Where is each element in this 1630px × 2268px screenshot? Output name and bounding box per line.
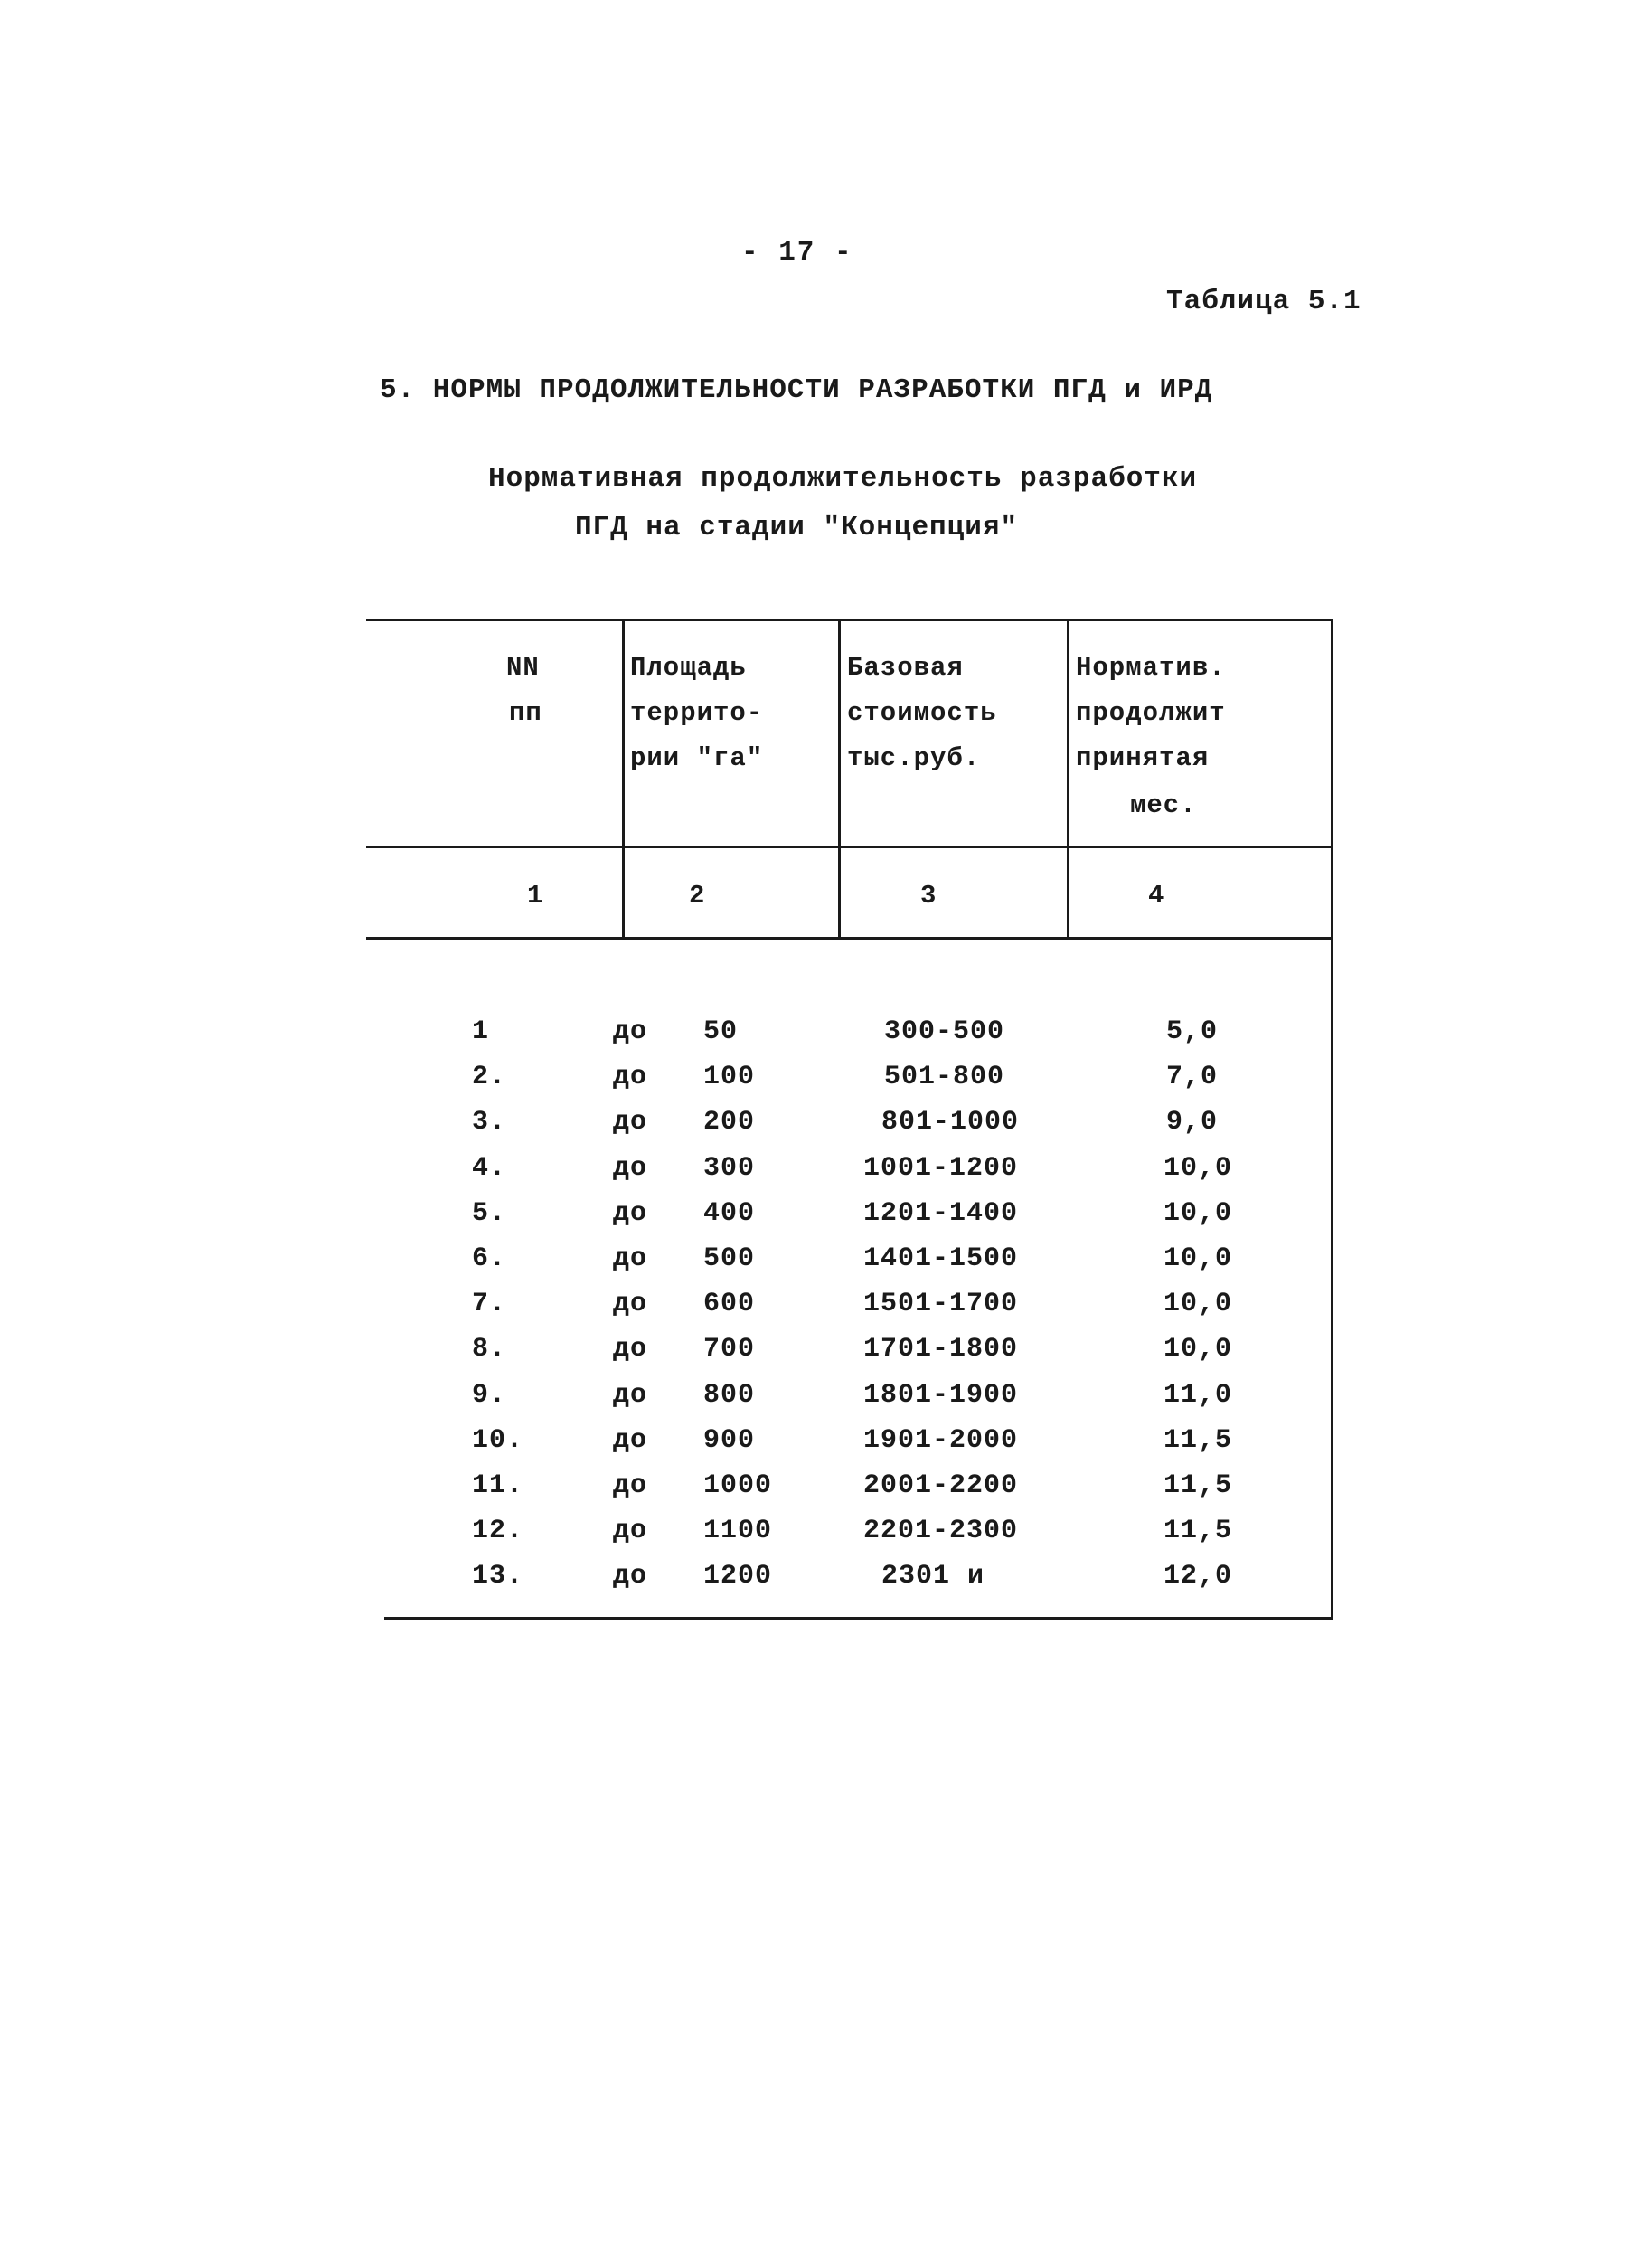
row-number: 4. — [472, 1152, 507, 1184]
row-base-cost: 2201-2300 — [863, 1516, 1019, 1547]
row-area: 600 — [703, 1289, 756, 1320]
section-heading: 5. НОРМЫ ПРОДОЛЖИТЕЛЬНОСТИ РАЗРАБОТКИ ПГД и ИРД — [380, 374, 1213, 406]
header-area-line-3: рии "га" — [630, 743, 764, 773]
row-prefix: до — [613, 1107, 648, 1139]
row-duration: 10,0 — [1164, 1243, 1233, 1274]
header-cost-line-3: тыс.руб. — [847, 743, 981, 773]
col-divider-3 — [1067, 619, 1069, 940]
row-prefix: до — [613, 1062, 648, 1093]
row-base-cost: 501-800 — [884, 1062, 1005, 1093]
row-prefix: до — [613, 1289, 648, 1320]
row-prefix: до — [613, 1424, 648, 1456]
row-duration: 10,0 — [1164, 1197, 1233, 1229]
row-base-cost: 1401-1500 — [863, 1243, 1019, 1274]
row-prefix: до — [613, 1016, 648, 1047]
row-duration: 11,5 — [1164, 1516, 1233, 1547]
row-base-cost: 1701-1800 — [863, 1334, 1019, 1366]
header-bottom-rule — [366, 846, 1333, 848]
row-duration: 12,0 — [1164, 1561, 1233, 1592]
header-cost-line-2: стоимость — [847, 698, 997, 728]
row-number: 3. — [472, 1107, 507, 1139]
table-bottom-rule — [384, 1617, 1333, 1620]
header-cost-line-1: Базовая — [847, 653, 964, 683]
row-area: 300 — [703, 1152, 756, 1184]
row-number: 12. — [472, 1516, 524, 1547]
page-number: - 17 - — [741, 237, 853, 269]
header-area-line-2: террито- — [630, 698, 764, 728]
row-base-cost: 2001-2200 — [863, 1470, 1019, 1501]
row-prefix: до — [613, 1152, 648, 1184]
row-base-cost: 1901-2000 — [863, 1424, 1019, 1456]
col-divider-1 — [622, 619, 625, 940]
subtitle-line-2: ПГД на стадии "Концепция" — [575, 512, 1019, 543]
row-duration: 5,0 — [1166, 1016, 1219, 1047]
row-number: 5. — [472, 1197, 507, 1229]
header-months-line-4: мес. — [1130, 790, 1197, 820]
row-area: 500 — [703, 1243, 756, 1274]
row-number: 6. — [472, 1243, 507, 1274]
row-number: 7. — [472, 1289, 507, 1320]
row-area: 200 — [703, 1107, 756, 1139]
row-number: 8. — [472, 1334, 507, 1366]
header-months-line-2: продолжит — [1076, 698, 1226, 728]
header-nn-line-2: пп — [509, 698, 542, 728]
row-base-cost: 1801-1900 — [863, 1379, 1019, 1411]
table-top-rule — [366, 619, 1333, 621]
column-number-2: 2 — [689, 881, 705, 911]
row-number: 9. — [472, 1379, 507, 1411]
row-number: 13. — [472, 1561, 524, 1592]
row-duration: 10,0 — [1164, 1334, 1233, 1366]
row-area: 1100 — [703, 1516, 773, 1547]
row-prefix: до — [613, 1197, 648, 1229]
column-number-3: 3 — [920, 881, 937, 911]
row-duration: 11,5 — [1164, 1470, 1233, 1501]
row-area: 50 — [703, 1016, 739, 1047]
column-number-4: 4 — [1148, 881, 1164, 911]
header-nn-line-1: NN — [506, 653, 540, 683]
colnum-bottom-rule — [366, 937, 1333, 940]
row-area: 900 — [703, 1424, 756, 1456]
row-area: 1200 — [703, 1561, 773, 1592]
row-prefix: до — [613, 1334, 648, 1366]
row-area: 700 — [703, 1334, 756, 1366]
row-area: 1000 — [703, 1470, 773, 1501]
row-duration: 11,0 — [1164, 1379, 1233, 1411]
header-months-line-3: принятая — [1076, 743, 1210, 773]
header-months-line-1: Норматив. — [1076, 653, 1226, 683]
col-divider-2 — [838, 619, 841, 940]
row-area: 100 — [703, 1062, 756, 1093]
row-prefix: до — [613, 1561, 648, 1592]
row-prefix: до — [613, 1470, 648, 1501]
row-number: 2. — [472, 1062, 507, 1093]
table-label: Таблица 5.1 — [1166, 286, 1361, 317]
row-number: 1 — [472, 1016, 490, 1047]
row-area: 800 — [703, 1379, 756, 1411]
table-right-border — [1331, 619, 1333, 1620]
subtitle-line-1: Нормативная продолжительность разработки — [488, 463, 1198, 495]
row-base-cost: 2301 и — [881, 1561, 985, 1592]
row-duration: 10,0 — [1164, 1152, 1233, 1184]
row-number: 10. — [472, 1424, 524, 1456]
row-base-cost: 1201-1400 — [863, 1197, 1019, 1229]
row-base-cost: 1001-1200 — [863, 1152, 1019, 1184]
row-base-cost: 300-500 — [884, 1016, 1005, 1047]
row-duration: 10,0 — [1164, 1289, 1233, 1320]
row-number: 11. — [472, 1470, 524, 1501]
row-base-cost: 1501-1700 — [863, 1289, 1019, 1320]
row-prefix: до — [613, 1243, 648, 1274]
row-duration: 11,5 — [1164, 1424, 1233, 1456]
row-prefix: до — [613, 1379, 648, 1411]
row-prefix: до — [613, 1516, 648, 1547]
row-area: 400 — [703, 1197, 756, 1229]
column-number-1: 1 — [527, 881, 543, 911]
row-base-cost: 801-1000 — [881, 1107, 1020, 1139]
header-area-line-1: Площадь — [630, 653, 747, 683]
row-duration: 7,0 — [1166, 1062, 1219, 1093]
row-duration: 9,0 — [1166, 1107, 1219, 1139]
